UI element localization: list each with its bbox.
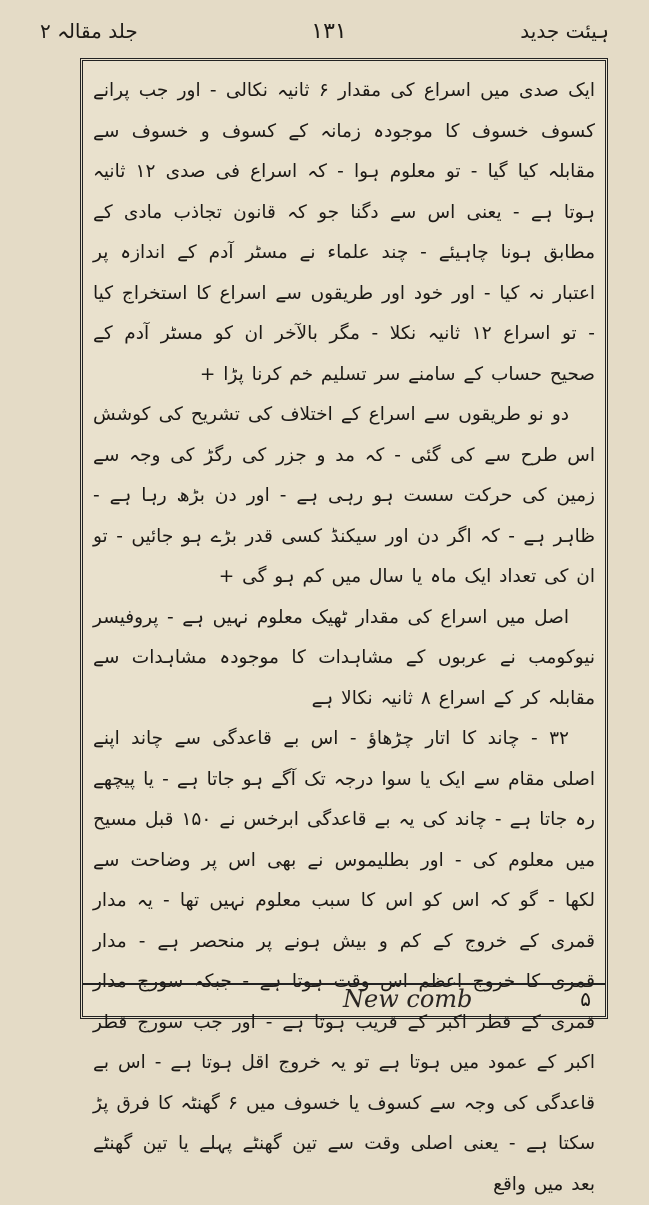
sheet-mark: ۵	[580, 987, 591, 1011]
paragraph-1: ایک صدی میں اسراع کی مقدار ۶ ثانیہ نکالی - اور جب پرانے کسوف خسوف کا موجودہ زمانہ کے کسوف و خسوف سے مقابلہ کیا گیا - تو معلوم ہوا - کہ اسراع فی صدی ۱۲ ثانیہ ہوتا ہے - یعنی اس سے دگنا جو کہ قانون تجاذب مادی کے مطابق ہونا چاہیئے - چند علماء نے مسٹر آدم کے اندازہ پر اعتبار نہ کیا - اور خود اور طریقوں سے اسراع کا استخراج کیا - تو اسراع ۱۲ ثانیہ نکلا - مگر بالآخر ان کو مسٹر آدم کے صحیح حساب کے سامنے سر تسلیم خم کرنا پڑا +	[93, 80, 595, 385]
page-footer	[83, 987, 605, 1019]
page-number: ۱۳۱	[311, 18, 347, 44]
running-header	[40, 6, 609, 56]
body-text	[93, 71, 595, 1205]
paragraph-3: اصل میں اسراع کی مقدار ٹھیک معلوم نہیں ہے - پروفیسر نیوکومب نے عربوں کے مشاہدات کا موجودہ مشاہدات سے مقابلہ کر کے اسراع ۸ ثانیہ نکالا ہے	[93, 606, 595, 709]
header-book-title: ہیئت جدید	[520, 19, 609, 43]
header-volume: جلد مقالہ ۲	[40, 19, 138, 43]
handwritten-signature: New comb	[343, 985, 473, 1013]
paragraph-4: ۳۲ - چاند کا اتار چڑھاؤ - اس بے قاعدگی سے چاند اپنے اصلی مقام سے ایک یا سوا درجہ تک آگے ہو جاتا ہے - یا پیچھے رہ جاتا ہے - چاند کی یہ بے قاعدگی ابرخس نے ۱۵۰ قبل مسیح میں معلوم کی - اور بطلیموس نے بھی اس پر وضاحت سے لکھا - گو کہ اس کو اس کا سبب معلوم نہیں تھا - یہ مدار قمری کے خروج کے کم و بیش ہونے پر منحصر ہے - مدار قمری کا خروج اعظم اس وقت ہوتا ہے - جبکہ سورج مدار قمری کے قطر اکبر کے قریب ہوتا ہے - اور جب سورج قطر اکبر کے عمود میں ہوتا ہے تو یہ خروج اقل ہوتا ہے - اس بے قاعدگی کی وجہ سے کسوف یا خسوف میں ۶ گھنٹہ کا فرق پڑ سکتا ہے - یعنی اصلی وقت سے تین گھنٹے پہلے یا تین گھنٹے بعد میں واقع	[93, 728, 595, 1195]
paragraph-2: دو نو طریقوں سے اسراع کے اختلاف کی تشریح کی کوشش اس طرح سے کی گئی - کہ مد و جزر کی رگڑ کی وجہ سے زمین کی حرکت سست ہو رہی ہے - اور دن بڑھ رہا ہے - ظاہر ہے - کہ اگر دن اور سیکنڈ کسی قدر بڑے ہو جائیں - تو ان کی تعداد ایک ماہ یا سال میں کم ہو گی +	[93, 404, 595, 587]
page-frame	[80, 58, 608, 1195]
